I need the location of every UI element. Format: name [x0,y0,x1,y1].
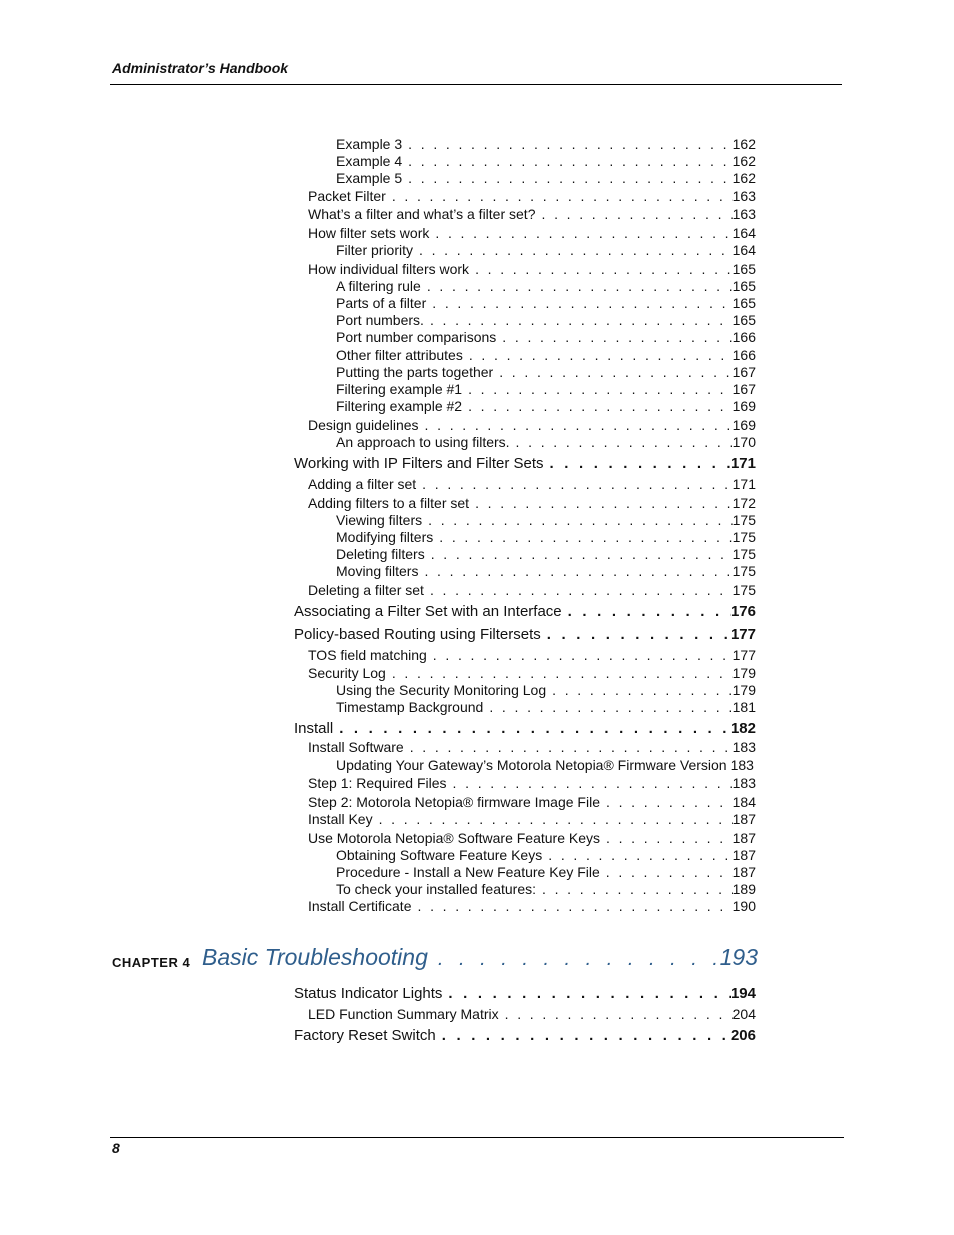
toc-entry-title: Step 1: Required Files [308,775,447,791]
toc-entry-page: 162 [732,136,756,152]
toc-entry-title: Deleting filters [336,546,425,562]
toc-entry-title: Port number comparisons [336,329,497,345]
toc-entry-title: Install [294,720,334,737]
toc-leader-dots [402,153,732,169]
toc-section-entry[interactable] [294,1027,756,1044]
toc-entry[interactable] [336,136,756,152]
toc-entry-title: Moving filters [336,563,419,579]
toc-entry-page: 181 [732,699,756,715]
chapter-title: Basic Troubleshooting [202,944,428,970]
toc-entry-page: 171 [732,476,756,492]
toc-entry[interactable] [336,881,756,897]
toc-entry-page: 165 [732,295,756,311]
toc-leader-dots [496,329,732,345]
toc-entry[interactable] [336,278,756,294]
toc-entry-page: 167 [732,381,756,397]
toc-entry-page: 179 [732,665,756,681]
toc-entry-title: Modifying filters [336,529,434,545]
toc-entry-page: 175 [732,563,756,579]
toc-entry[interactable] [336,682,756,698]
toc-entry-title: A filtering rule [336,278,421,294]
toc-entry[interactable] [308,647,756,663]
toc-leader-dots [333,720,731,737]
toc-leader-dots [535,206,732,222]
toc-entry[interactable] [308,582,756,598]
toc-entry[interactable] [336,381,756,397]
toc-leader-dots [419,417,733,433]
chapter-leader-dots [428,948,720,971]
toc-entry[interactable] [308,476,756,492]
toc-leader-dots [411,898,732,914]
toc-entry-title: Install Software [308,739,404,755]
toc-leader-dots [600,864,733,880]
toc-entry-page: 194 [730,985,756,1002]
toc-section-entry[interactable] [294,985,756,1002]
toc-entry[interactable] [336,864,756,880]
toc-leader-dots [418,563,732,579]
toc-entry-title: Deleting a filter set [308,582,424,598]
toc-entry-page: 175 [732,512,756,528]
toc-entry-page: 183 [732,775,756,791]
toc-entry[interactable] [308,811,756,827]
toc-leader-dots [402,136,732,152]
toc-entry-page: 184 [732,794,756,810]
toc-entry-title: TOS field matching [308,647,427,663]
toc-leader-dots [562,603,731,620]
toc-entry[interactable] [336,563,756,579]
toc-entry[interactable] [336,242,756,258]
toc-leader-dots [433,529,732,545]
toc-leader-dots [373,811,733,827]
toc-entry[interactable] [336,434,756,450]
toc-entry-title: Associating a Filter Set with an Interface [294,603,562,620]
toc-entry-page: 171 [730,455,756,472]
toc-leader-dots [386,188,733,204]
toc-entry-title: Viewing filters [336,512,423,528]
toc-leader-dots [424,312,733,328]
toc-section-entry[interactable] [294,720,756,737]
toc-entry-page: 204 [732,1006,756,1022]
toc-entry-title: Security Log [308,665,386,681]
toc-entry-page: 175 [732,582,756,598]
toc-entry-page: 190 [732,898,756,914]
toc-leader-dots [429,225,732,241]
toc-entry-page: 164 [732,225,756,241]
toc-entry-title: Use Motorola Netopia® Software Feature Keys [308,830,601,846]
toc-entry-title: Example 3 [336,136,403,152]
toc-entry-page: 166 [732,347,756,363]
toc-entry-page: 165 [732,312,756,328]
toc-entry-title: Example 4 [336,153,403,169]
page-number: 8 [112,1140,120,1156]
toc-entry-page: 162 [732,153,756,169]
toc-leader-dots [462,398,733,414]
toc-entry-title: Example 5 [336,170,403,186]
toc-entry-title: Policy-based Routing using Filtersets [294,626,541,643]
toc-leader-dots [436,1027,731,1044]
toc-entry[interactable] [308,830,756,846]
toc-entry-page: 187 [732,847,756,863]
toc-entry[interactable] [336,529,756,545]
toc-entry-page: 170 [732,434,756,450]
toc-entry-title: Filter priority [336,242,414,258]
toc-entry-title: Step 2: Motorola Netopia® firmware Image File [308,794,600,810]
toc-entry-title: Adding a filter set [308,476,417,492]
toc-entry-title: Parts of a filter [336,295,427,311]
toc-entry-title: Packet Filter [308,188,386,204]
toc-entry-page: 183 [730,757,754,773]
toc-entry-page: 165 [732,278,756,294]
toc-entry[interactable] [308,794,756,810]
chapter-heading[interactable] [202,944,758,971]
toc-leader-dots [404,739,733,755]
toc-entry-page: 175 [732,546,756,562]
toc-entry-page: 163 [732,188,756,204]
toc-entry-page: 175 [732,529,756,545]
toc-entry[interactable] [336,153,756,169]
toc-entry[interactable] [308,417,756,433]
toc-entry-page: 162 [732,170,756,186]
toc-entry-title: What’s a filter and what’s a filter set? [308,206,536,222]
toc-entry-page: 164 [732,242,756,258]
toc-leader-dots [544,455,731,472]
chapter-page: 193 [719,944,758,970]
toc-entry[interactable] [308,665,756,681]
toc-entry-title: Using the Security Monitoring Log [336,682,547,698]
toc-entry[interactable] [336,847,756,863]
toc-leader-dots [493,364,732,380]
toc-leader-dots [546,682,733,698]
toc-entry-page: 177 [730,626,756,643]
toc-entry[interactable] [336,312,756,328]
toc-entry-page: 183 [732,739,756,755]
toc-entry-page: 206 [730,1027,756,1044]
toc-section-entry[interactable] [294,626,756,643]
toc-entry-page: 187 [732,864,756,880]
header-rule [110,84,842,85]
toc-entry-title: An approach to using filters. [336,434,510,450]
toc-entry[interactable] [308,1006,756,1022]
toc-entry-page: 169 [732,417,756,433]
toc-entry[interactable] [336,546,756,562]
toc-entry-title: Status Indicator Lights [294,985,443,1002]
toc-leader-dots [469,261,733,277]
toc-entry-title: To check your installed features: [336,881,536,897]
toc-leader-dots [425,546,733,562]
toc-entry-title: Timestamp Background [336,699,484,715]
toc-leader-dots [426,295,732,311]
toc-entry[interactable] [308,898,756,914]
toc-entry-title: Obtaining Software Feature Keys [336,847,543,863]
toc-leader-dots [442,985,731,1002]
toc-entry-title: Other filter attributes [336,347,463,363]
toc-entry[interactable] [336,699,756,715]
toc-entry[interactable] [336,347,756,363]
toc-entry[interactable] [308,206,756,222]
toc-section-entry[interactable] [294,455,756,472]
toc-entry-page: 179 [732,682,756,698]
toc-entry-title: Install Key [308,811,373,827]
toc-leader-dots [463,347,733,363]
toc-entry[interactable] [336,295,756,311]
toc-entry-title: Filtering example #1 [336,381,463,397]
toc-entry[interactable] [336,329,756,345]
toc-leader-dots [416,476,732,492]
toc-entry-title: How filter sets work [308,225,430,241]
toc-leader-dots [600,830,733,846]
toc-entry[interactable] [308,739,756,755]
toc-entry-page: 165 [732,261,756,277]
toc-leader-dots [462,381,733,397]
toc-entry-title: Putting the parts together [336,364,494,380]
toc-leader-dots [510,434,733,450]
toc-entry-page: 172 [732,495,756,511]
toc-entry-title: Filtering example #2 [336,398,463,414]
toc-leader-dots [427,647,733,663]
toc-entry[interactable] [308,495,756,511]
toc-entry[interactable] [336,757,760,773]
toc-entry-title: Working with IP Filters and Filter Sets [294,455,544,472]
toc-entry[interactable] [308,775,756,791]
toc-entry-title: Procedure - Install a New Feature Key File [336,864,600,880]
toc-entry-page: 187 [732,811,756,827]
toc-section-entry[interactable] [294,603,756,620]
toc-entry-title: Factory Reset Switch [294,1027,436,1044]
toc-entry-title: Adding filters to a filter set [308,495,470,511]
toc-leader-dots [424,582,733,598]
footer-rule [110,1137,844,1138]
toc-leader-dots [413,242,733,258]
toc-entry-title: Port numbers. [336,312,424,328]
toc-leader-dots [536,881,733,897]
toc-leader-dots [600,794,733,810]
toc-entry-page: 176 [730,603,756,620]
toc-entry-page: 169 [732,398,756,414]
toc-leader-dots [447,775,733,791]
toc-entry-title: Install Certificate [308,898,412,914]
toc-leader-dots [422,512,733,528]
toc-leader-dots [542,847,732,863]
toc-entry-page: 187 [732,830,756,846]
chapter-label: CHAPTER 4 [112,955,191,970]
toc-leader-dots [541,626,731,643]
toc-entry[interactable] [336,170,756,186]
toc-entry[interactable] [308,225,756,241]
toc-entry-page: 189 [732,881,756,897]
toc-entry-title: LED Function Summary Matrix [308,1006,499,1022]
toc-entry-title: How individual filters work [308,261,470,277]
toc-leader-dots [469,495,733,511]
toc-entry-page: 163 [732,206,756,222]
toc-entry-title: Updating Your Gateway’s Motorola Netopia® Firmware Version [336,757,727,773]
toc-entry[interactable] [308,188,756,204]
toc-entry[interactable] [308,261,756,277]
toc-entry-title: Design guidelines [308,417,419,433]
toc-entry-page: 166 [732,329,756,345]
toc-entry-page: 177 [732,647,756,663]
toc-entry-page: 182 [730,720,756,737]
toc-entry[interactable] [336,512,756,528]
toc-entry-page: 167 [732,364,756,380]
toc-entry[interactable] [336,364,756,380]
toc-leader-dots [421,278,733,294]
toc-entry[interactable] [336,398,756,414]
toc-leader-dots [499,1006,733,1022]
page-header-title: Administrator’s Handbook [112,60,289,76]
toc-leader-dots [402,170,732,186]
toc-leader-dots [483,699,732,715]
toc-leader-dots [386,665,733,681]
